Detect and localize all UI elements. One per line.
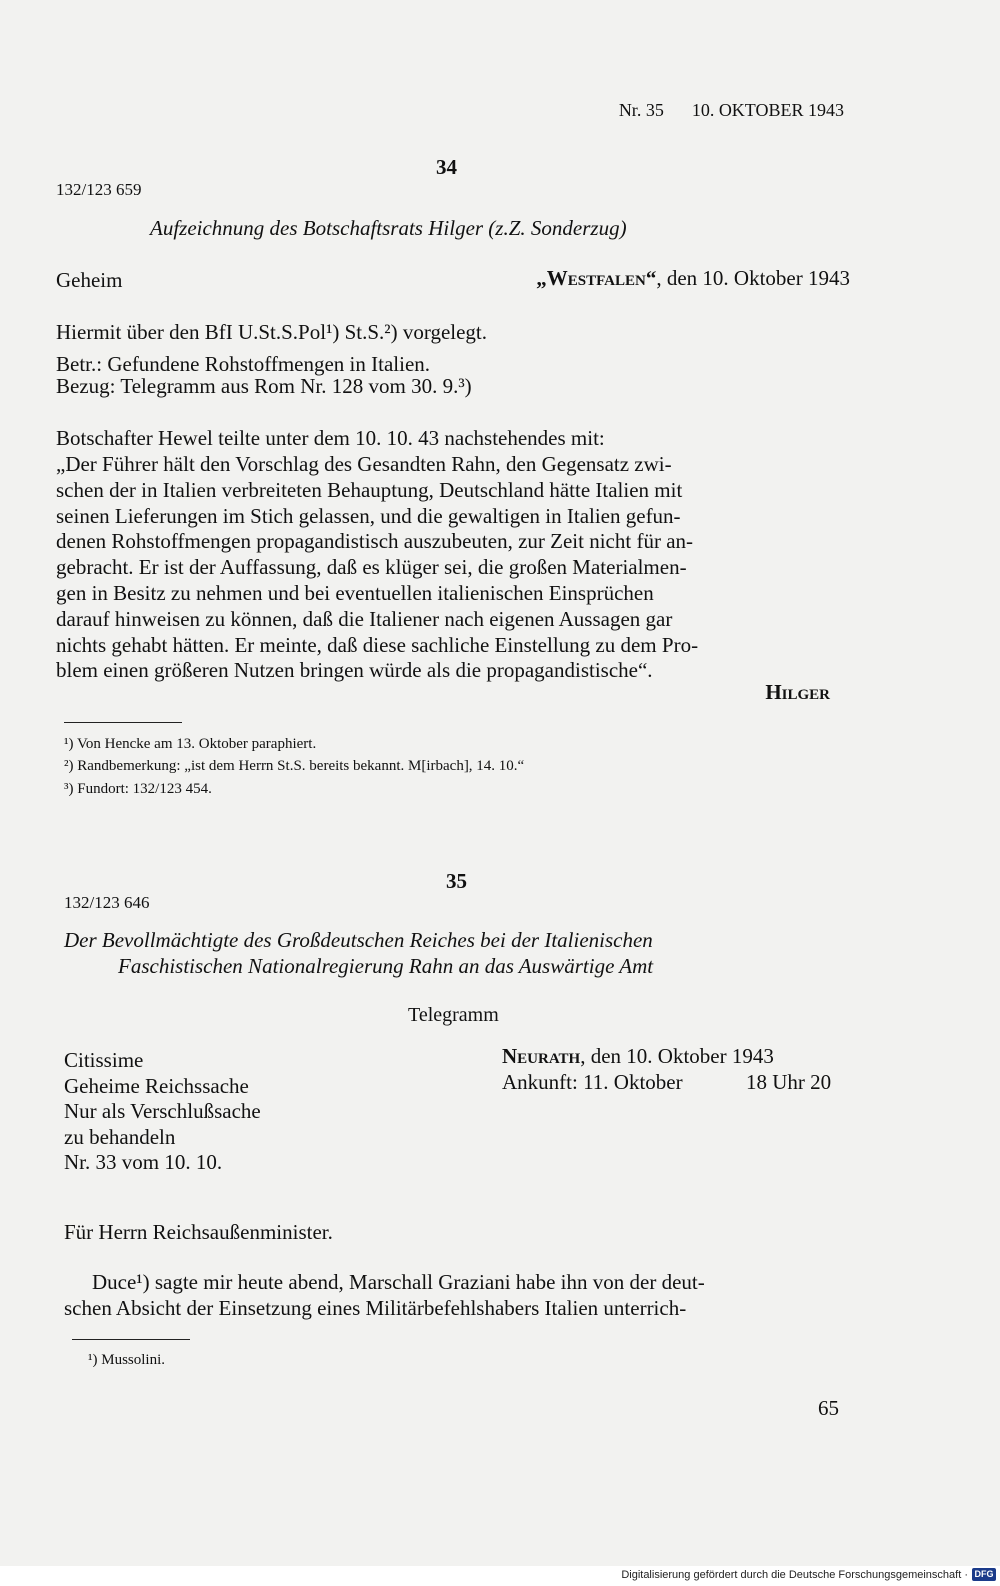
doc35-left-block [64, 1048, 261, 1176]
body-line: schen Absicht der Einsetzung eines Militärbefehlshabers Italien unterrich- [64, 1295, 687, 1320]
quote-line: darauf hinweisen zu können, daß die Italiener nach eigenen Aussagen gar [56, 606, 673, 631]
doc34-classification: Geheim [56, 268, 123, 292]
doc35-footnote-1: ¹) Mussolini. [88, 1352, 166, 1368]
doc34-quote [56, 452, 846, 684]
footnote-divider [64, 722, 182, 723]
left-block-line: Citissime [64, 1048, 144, 1072]
doc35-archive-ref: 132/123 646 [64, 893, 150, 912]
doc34-number: 34 [436, 155, 457, 179]
doc34-intro: Botschafter Hewel teilte unter dem 10. 10. 43 nachstehendes mit: [56, 426, 605, 450]
doc34-footnote-2: ²) Randbemerkung: „ist dem Herrn St.S. bereits bekannt. M[irbach], 14. 10.“ [64, 758, 525, 774]
doc34-title: Aufzeichnung des Botschaftsrats Hilger (z.Z. Sonderzug) [150, 216, 627, 240]
body-line: Duce¹) sagte mir heute abend, Marschall Graziani habe ihn von der deut- [92, 1270, 705, 1294]
doc34-signature: Hilger [765, 680, 830, 704]
doc35-title-line-1: Der Bevollmächtigte des Großdeutschen Reiches bei der Italienischen [64, 928, 653, 952]
doc34-date: , den 10. Oktober 1943 [656, 266, 850, 290]
header-date: 10. OKTOBER 1943 [691, 100, 844, 120]
quote-line: nichts gehabt hätten. Er meinte, daß diese sachliche Einstellung zu dem Pro- [56, 632, 699, 657]
quote-line: seinen Lieferungen im Stich gelassen, und die gewaltigen in Italien gefun- [56, 503, 681, 528]
quote-line: gen in Besitz zu nehmen und bei eventuellen italienischen Einsprüchen [56, 580, 654, 605]
doc34-subject: Betr.: Gefundene Rohstoffmengen in Italien. [56, 352, 431, 376]
quote-line: schen der in Italien verbreiteten Behauptung, Deutschland hätte Italien mit [56, 477, 683, 502]
header-number: Nr. 35 [618, 100, 664, 120]
doc35-place: Neurath [502, 1044, 581, 1068]
doc35-arrival-label: Ankunft: 11. Oktober [502, 1070, 683, 1094]
doc34-forwarding-note: Hiermit über den BfI U.St.S.Pol¹) St.S.²) vorgelegt. [56, 320, 488, 344]
doc34-archive-ref: 132/123 659 [56, 180, 142, 199]
doc35-body [64, 1270, 854, 1322]
doc34-place: „Westfalen“ [536, 266, 657, 290]
footnote-divider [72, 1339, 190, 1340]
doc34-footnote-3: ³) Fundort: 132/123 454. [64, 781, 212, 797]
doc35-arrival-time: 18 Uhr 20 [746, 1070, 832, 1094]
doc35-type: Telegramm [408, 1004, 499, 1026]
doc35-place-date [502, 1044, 774, 1069]
doc35-addressee: Für Herrn Reichsaußenminister. [64, 1220, 333, 1244]
left-block-line: Nr. 33 vom 10. 10. [64, 1150, 223, 1174]
left-block-line: zu behandeln [64, 1124, 176, 1149]
running-header [619, 100, 844, 121]
left-block-line: Geheime Reichssache [64, 1073, 249, 1098]
credit-text: Digitalisierung gefördert durch die Deutsche Forschungsgemeinschaft · [621, 1569, 968, 1581]
quote-line: blem einen größeren Nutzen bringen würde als die propagandistische“. [56, 658, 653, 683]
quote-line: „Der Führer hält den Vorschlag des Gesandten Rahn, den Gegensatz zwi- [56, 452, 672, 476]
doc35-title-line-2: Faschistischen Nationalregierung Rahn an das Auswärtige Amt [118, 954, 654, 978]
doc34-footnote-1: ¹) Von Hencke am 13. Oktober paraphiert. [64, 736, 317, 752]
left-block-line: Nur als Verschlußsache [64, 1099, 261, 1123]
quote-line: gebracht. Er ist der Auffassung, daß es klüger sei, die großen Materialmen- [56, 555, 687, 580]
doc34-place-date [536, 266, 850, 291]
doc35-date: , den 10. Oktober 1943 [580, 1044, 774, 1068]
page-number: 65 [818, 1396, 839, 1420]
doc35-number: 35 [446, 869, 467, 893]
dfg-logo: DFG [972, 1568, 996, 1581]
doc34-reference: Bezug: Telegramm aus Rom Nr. 128 vom 30. 9.³) [56, 374, 472, 398]
quote-line: denen Rohstoffmengen propagandistisch auszubeuten, zur Zeit nicht für an- [56, 529, 694, 554]
